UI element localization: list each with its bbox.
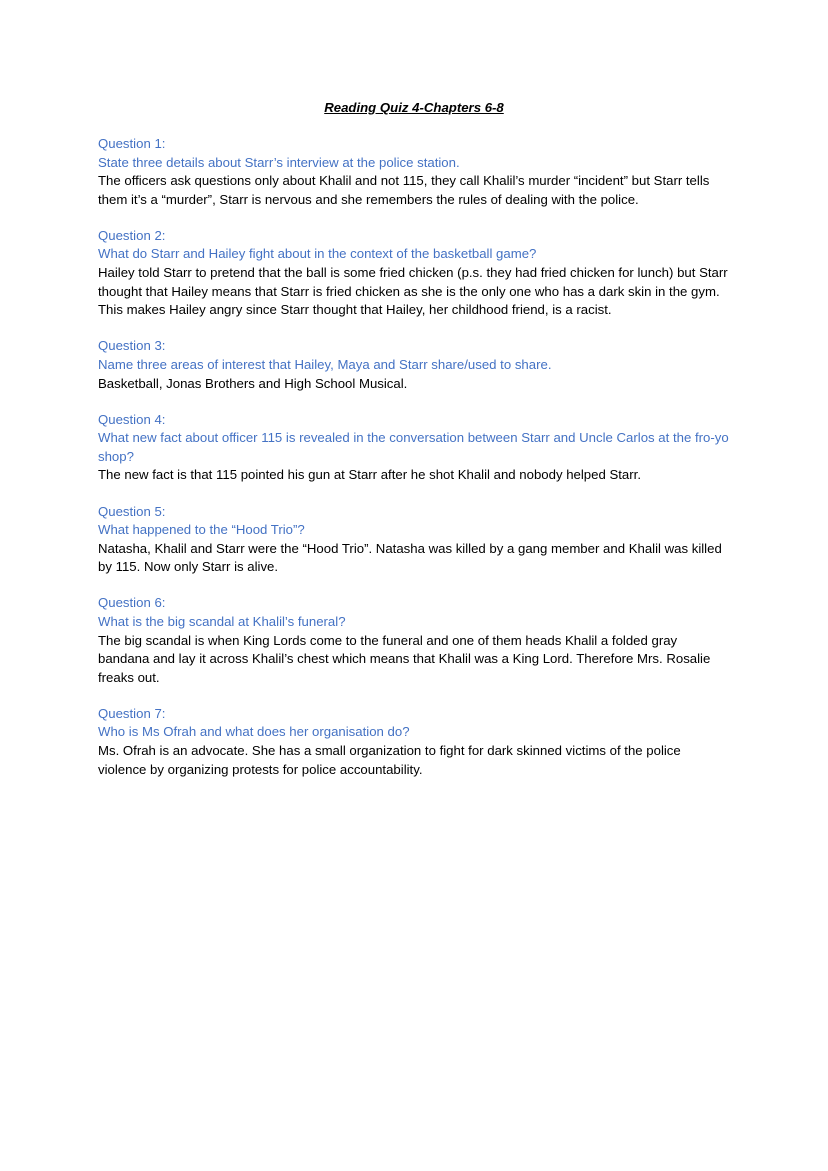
question-text: Who is Ms Ofrah and what does her organisation do? [98, 724, 410, 740]
question-label: Question 2: [98, 227, 166, 243]
document-page [98, 98, 730, 797]
answer-text: Basketball, Jonas Brothers and High School Musical. [98, 375, 408, 391]
question-label: Question 1: [98, 136, 166, 151]
question-text: State three details about Starr’s interview at the police station. [98, 154, 460, 170]
answer-text: The new fact is that 115 pointed his gun at Starr after he shot Khalil and nobody helped Starr. [98, 467, 641, 483]
question-block-6 [98, 594, 730, 687]
question-label: Question 4: [98, 411, 166, 427]
answer-text: Hailey told Starr to pretend that the ball is some fried chicken (p.s. they had fried chicken for lunch) but Starr thought that Hailey means that Starr is fried chicken as she is the only one who has a dark skin in the gym. This makes Hailey angry since Starr thought that Hailey, her childhood friend, is a racist. [98, 265, 728, 318]
question-text: What is the big scandal at Khalil’s funeral? [98, 613, 346, 629]
question-text: Name three areas of interest that Hailey, Maya and Starr share/used to share. [98, 356, 552, 372]
answer-text: Natasha, Khalil and Starr were the “Hood Trio”. Natasha was killed by a gang member and Khalil was killed by 115. Now only Starr is alive. [98, 540, 722, 575]
question-block-5 [98, 503, 730, 577]
question-label: Question 3: [98, 338, 166, 354]
question-block-7 [98, 705, 730, 779]
question-block-4 [98, 411, 730, 485]
question-text: What happened to the “Hood Trio”? [98, 522, 305, 538]
question-block-2 [98, 227, 730, 320]
question-label: Question 7: [98, 705, 166, 721]
question-block-1 [98, 135, 730, 209]
answer-text: The big scandal is when King Lords come to the funeral and one of them heads Khalil a folded gray bandana and lay it across Khalil’s chest which means that Khalil was a King Lord. Therefore Mrs. Rosalie freaks out. [98, 632, 711, 685]
answer-text: Ms. Ofrah is an advocate. She has a small organization to fight for dark skinned victims of the police violence by organizing protests for police accountability. [98, 743, 681, 777]
question-label: Question 5: [98, 503, 166, 519]
quiz-title: Reading Quiz 4-Chapters 6-8 [324, 100, 504, 115]
question-block-3 [98, 337, 730, 393]
question-text: What new fact about officer 115 is revealed in the conversation between Starr and Uncle Carlos at the fro-yo shop? [98, 430, 729, 464]
answer-text: The officers ask questions only about Khalil and not 115, they call Khalil’s murder “incident” but Starr tells them it’s a “murder”, Starr is nervous and she remembers the rules of dealing with the police. [98, 173, 710, 207]
question-text: What do Starr and Hailey fight about in the context of the basketball game? [98, 246, 537, 262]
question-label: Question 6: [98, 595, 166, 611]
